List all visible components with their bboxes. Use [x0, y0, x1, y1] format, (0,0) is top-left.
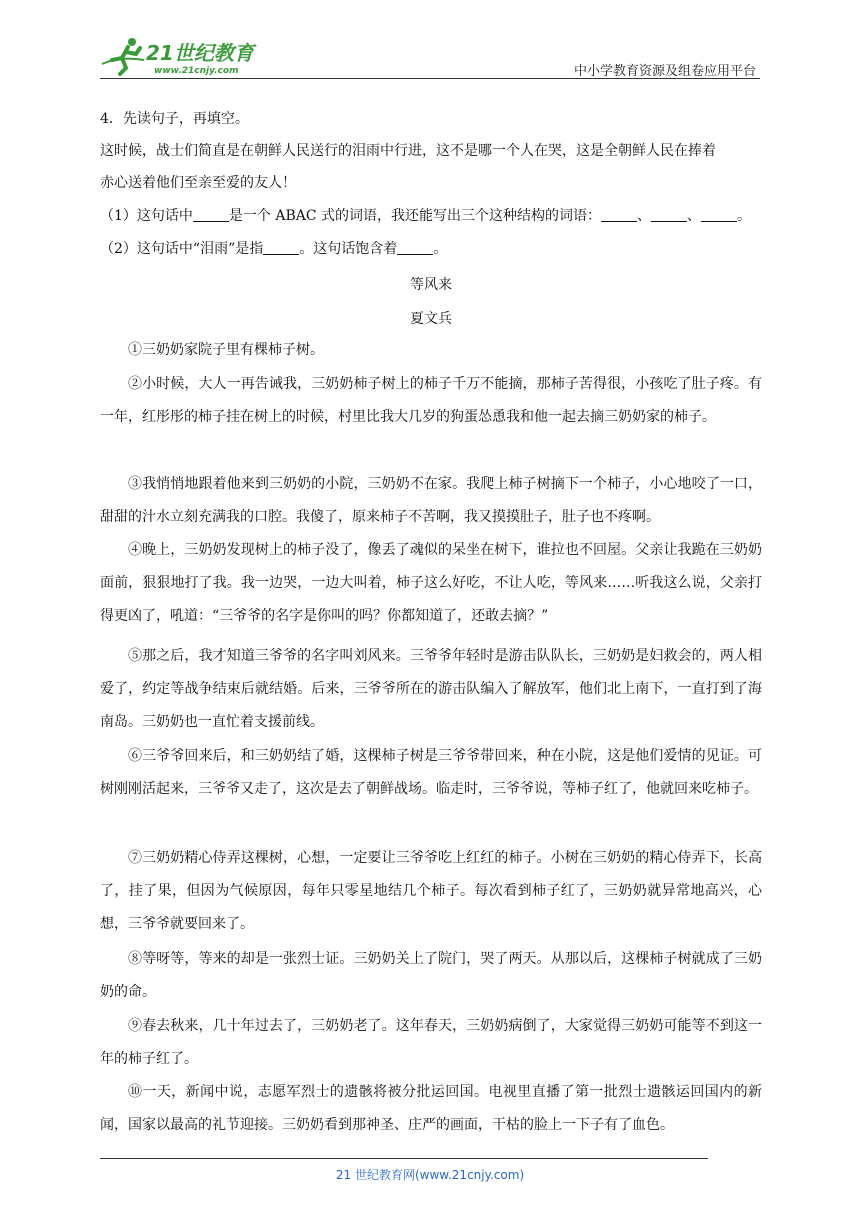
page-header — [100, 34, 760, 80]
footer-link[interactable]: 21 世纪教育网(www.21cnjy.com) — [335, 1168, 525, 1182]
q2-part-a: （2）这句话中“泪雨”是指 — [100, 241, 264, 257]
header-divider — [100, 78, 760, 79]
article-paragraph: ②小时候，大人一再告诫我，三奶奶柿子树上的柿子千万不能摘，那柿子苦得很，小孩吃了肚子疼。有一年，红彤彤的柿子挂在树上的时候，村里比我大几岁的狗蛋怂恿我和他一起去摘三奶奶家的柿子。 — [100, 376, 762, 425]
article-paragraph: ⑩一天，新闻中说，志愿军烈士的遗骸将被分批运回国。电视里直播了第一批烈士遗骸运回国内的新闻，国家以最高的礼节迎接。三奶奶看到那神圣、庄严的画面，干枯的脸上一下子有了血色。 — [100, 1084, 762, 1133]
logo-url: www.21cnjy.com — [154, 66, 239, 76]
q1-part-a: （1）这句话中 — [100, 208, 193, 224]
sub-question-1 — [100, 205, 751, 225]
answer-blank[interactable] — [193, 207, 229, 222]
passage-line-2: 赤心送着他们至亲至爱的友人！ — [100, 175, 296, 191]
article-author: 夏文兵 — [410, 311, 452, 327]
article-paragraph: ①三奶奶家院子里有棵柿子树。 — [128, 342, 324, 358]
footer-divider — [100, 1158, 708, 1159]
platform-name: 中小学教育资源及组卷应用平台 — [573, 64, 756, 79]
sub-question-2 — [100, 238, 447, 258]
q2-end: 。 — [433, 241, 448, 257]
answer-blank[interactable] — [701, 207, 737, 222]
answer-blank[interactable] — [651, 207, 687, 222]
answer-blank[interactable] — [263, 240, 299, 255]
article-paragraph: ⑥三爷爷回来后，和三奶奶结了婚，这棵柿子树是三爷爷带回来，种在小院，这是他们爱情的见证。可树刚刚活起来，三爷爷又走了，这次是去了朝鲜战场。临走时，三爷爷说，等柿子红了，他就回来吃柿子。 — [100, 748, 762, 797]
article-paragraph: ④晚上，三奶奶发现树上的柿子没了，像丢了魂似的呆坐在树下，谁拉也不回屋。父亲让我跪在三奶奶面前，狠狠地打了我。我一边哭，一边大叫着，柿子这么好吃，不让人吃，等风来……听我这么说，父亲打得更凶了，吼道：“三爷爷的名字是你叫的吗？你都知道了，还敢去摘？” — [100, 542, 762, 624]
running-figure-icon — [102, 38, 144, 74]
article-paragraph: ⑨春去秋来，几十年过去了，三奶奶老了。这年春天，三奶奶病倒了，大家觉得三奶奶可能等不到这一年的柿子红了。 — [100, 1018, 762, 1067]
answer-blank[interactable] — [601, 207, 637, 222]
article-paragraph: ⑦三奶奶精心侍弄这棵树，心想，一定要让三爷爷吃上红红的柿子。小树在三奶奶的精心侍弄下，长高了，挂了果，但因为气候原因，每年只零星地结几个柿子。每次看到柿子红了，三奶奶就异常地高兴，心想，三爷爷就要回来了。 — [100, 850, 762, 932]
question-title: 4．先读句子，再填空。 — [100, 111, 249, 127]
article-paragraph: ⑧等呀等，等来的却是一张烈士证。三奶奶关上了院门，哭了两天。从那以后，这棵柿子树就成了三奶奶的命。 — [100, 951, 762, 1000]
q1-part-b: 是一个 ABAC 式的词语，我还能写出三个这种结构的词语： — [228, 208, 602, 224]
article-title: 等风来 — [410, 277, 452, 293]
article-paragraph: ③我悄悄地跟着他来到三奶奶的小院，三奶奶不在家。我爬上柿子树摘下一个柿子，小心地咬了一口，甜甜的汁水立刻充满我的口腔。我傻了，原来柿子不苦啊，我又摸摸肚子，肚子也不疼啊。 — [100, 476, 762, 525]
q2-part-b: 。这句话饱含着 — [299, 241, 398, 257]
separator: 、 — [687, 208, 702, 224]
logo — [100, 34, 270, 76]
passage-line-1: 这时候，战士们简直是在朝鲜人民送行的泪雨中行进，这不是哪一个人在哭，这是全朝鲜人民在捧着 — [100, 143, 716, 159]
logo-text: 21世纪教育 — [146, 41, 254, 65]
article-paragraph: ⑤那之后，我才知道三爷爷的名字叫刘风来。三爷爷年轻时是游击队队长，三奶奶是妇救会的，两人相爱了，约定等战争结束后就结婚。后来，三爷爷所在的游击队编入了解放军，他们北上南下，一直打到了海南岛。三奶奶也一直忙着支援前线。 — [100, 648, 762, 730]
q1-end: 。 — [737, 208, 752, 224]
answer-blank[interactable] — [397, 240, 433, 255]
separator: 、 — [637, 208, 652, 224]
